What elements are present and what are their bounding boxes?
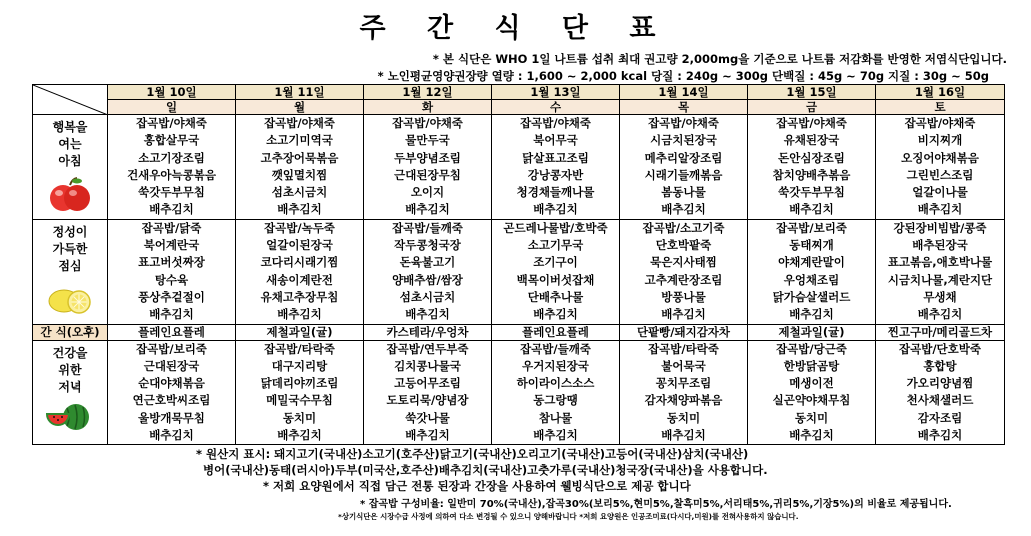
- menu-item: 배추김치: [917, 428, 963, 443]
- page-title: 주 간 식 단 표: [359, 13, 672, 44]
- menu-item: 실곤약야채무침: [772, 393, 851, 408]
- menu-item: 배추김치: [533, 202, 578, 217]
- menu-item: 연근호박씨조림: [132, 393, 211, 408]
- menu-item: 오징어야채볶음: [901, 150, 979, 165]
- menu-item: 배추김치: [277, 428, 322, 443]
- menu-item: 쑥갓두부무침: [778, 185, 845, 200]
- date-cell: 1월 13일: [492, 85, 620, 100]
- menu-item: 청경채들깨나물: [516, 185, 595, 200]
- label-line: 가득한: [52, 241, 88, 256]
- menu-item: 닭살표고조림: [522, 150, 589, 165]
- menu-item: 유채고추장무침: [260, 289, 339, 304]
- menu-item: 돈육불고기: [399, 255, 456, 270]
- menu-item: 돈안심장조림: [778, 150, 845, 165]
- menu-item: 닭데리야끼조림: [260, 376, 339, 391]
- dinner-menu-cell: [364, 340, 492, 445]
- menu-item: 섬초시금치: [399, 289, 456, 304]
- menu-item: 방풍나물: [661, 289, 706, 304]
- menu-item: 배추김치: [149, 428, 194, 443]
- lunch-label: [33, 219, 108, 324]
- menu-item: 동치미: [282, 410, 317, 425]
- menu-item: 무생채: [923, 289, 957, 304]
- snack-row: [33, 324, 1005, 340]
- menu-item: 시래기들깨볶음: [644, 167, 723, 182]
- menu-item: 배추김치: [661, 202, 706, 217]
- menu-item: 감자조림: [917, 410, 963, 425]
- day-cell: 화: [364, 100, 492, 115]
- dinner-menu-cell: [236, 340, 364, 445]
- date-cell: 1월 16일: [876, 85, 1005, 100]
- menu-item: 배추김치: [405, 428, 450, 443]
- menu-item: 동치미: [666, 410, 701, 425]
- menu-item: 근대된장무침: [394, 167, 461, 182]
- menu-item: 배추김치: [917, 307, 963, 322]
- menu-item: 양배추쌈/쌈장: [392, 272, 463, 287]
- menu-item: 배추김치: [149, 202, 194, 217]
- snack-cell: 플레인요플레: [492, 324, 620, 340]
- menu-item: 천사채샐러드: [906, 393, 974, 408]
- origin-note: * 원산지 표시: 돼지고기(국내산)소고기(호주산)닭고기(국내산)오리고기(국내산)고등어(국내산)삼치(국내산): [196, 447, 749, 461]
- menu-item: 시금치된장국: [650, 133, 717, 148]
- menu-item: 메추리알장조림: [644, 150, 723, 165]
- watermelon-icon: [45, 402, 95, 432]
- menu-item: 잡곡밥/보리죽: [136, 341, 207, 356]
- label-line: 아침: [58, 154, 82, 168]
- menu-item: 잡곡밥/연두부죽: [386, 341, 469, 356]
- menu-item: 야채계란말이: [778, 255, 845, 270]
- menu-item: 단배추나물: [527, 289, 584, 304]
- menu-item: 봄동나물: [661, 185, 706, 200]
- menu-item: 잡곡밥/야채죽: [648, 116, 719, 130]
- menu-item: 근대된장국: [143, 358, 200, 373]
- menu-item: 오이지: [410, 185, 445, 200]
- menu-item: 쑥갓두부무침: [138, 185, 205, 200]
- menu-item: 우거지된장국: [522, 358, 589, 373]
- dinner-menu-cell: [108, 340, 236, 445]
- menu-item: 배추김치: [405, 202, 450, 217]
- label-line: 점심: [58, 258, 82, 273]
- menu-item: 가오리양념찜: [906, 376, 974, 391]
- lunch-menu-cell: [492, 219, 620, 324]
- menu-item: 북어무국: [533, 133, 578, 148]
- menu-item: 김치콩나물국: [394, 358, 461, 373]
- breakfast-menu-cell: [108, 115, 236, 220]
- menu-item: 배추김치: [277, 307, 322, 322]
- lemon-icon: [46, 281, 94, 317]
- breakfast-menu-cell: [364, 115, 492, 220]
- menu-item: 배추된장국: [912, 238, 968, 253]
- snack-cell: 카스테라/우엉차: [364, 324, 492, 340]
- sauce-note: * 저희 요양원에서 직접 담근 전통 된장과 간장을 사용하여 웰빙식단으로 제공 합니다: [263, 479, 691, 493]
- breakfast-menu-cell: [748, 115, 876, 220]
- day-cell: 토: [876, 100, 1005, 115]
- menu-item: 섬초시금치: [271, 185, 328, 200]
- menu-item: 잡곡밥/야채죽: [264, 116, 335, 130]
- menu-item: 비지찌개: [917, 133, 963, 148]
- label-line: 행복을: [52, 120, 88, 134]
- menu-item: 소고기무국: [527, 238, 584, 253]
- menu-item: 배추김치: [789, 307, 834, 322]
- menu-item: 잡곡밥/들깨죽: [520, 341, 591, 356]
- snack-cell: 제철과일(귤): [748, 324, 876, 340]
- date-cell: 1월 11일: [236, 85, 364, 100]
- menu-item: 고추장어묵볶음: [260, 150, 339, 165]
- date-cell: 1월 10일: [108, 85, 236, 100]
- menu-item: 얼갈이나물: [912, 185, 968, 200]
- menu-item: 한방닭곰탕: [783, 358, 840, 373]
- dinner-label: [33, 340, 108, 445]
- menu-item: 유채된장국: [783, 133, 840, 148]
- menu-item: 참나물: [538, 410, 573, 425]
- menu-item: 배추김치: [661, 428, 706, 443]
- date-cell: 1월 15일: [748, 85, 876, 100]
- label-line: 위한: [58, 362, 82, 377]
- menu-item: 잡곡밥/야채죽: [136, 116, 207, 130]
- menu-item: 잡곡밥/타락죽: [648, 341, 719, 356]
- lunch-menu-cell: [236, 219, 364, 324]
- origin-note-continued: 병어(국내산)동태(러시아)두부(미국산,호주산)배추김치(국내산)고춧가루(국내산)청국장(국내산)을 사용합니다.: [203, 463, 768, 477]
- menu-item: 잡곡밥/소고기죽: [642, 220, 725, 235]
- menu-item: 묵은지사태찜: [650, 255, 717, 270]
- menu-item: 잡곡밥/당근죽: [776, 341, 847, 356]
- menu-item: 소고기장조림: [138, 150, 205, 165]
- menu-item: 건새우아늑콩볶음: [127, 167, 216, 182]
- day-row: [33, 100, 1005, 115]
- dinner-menu-cell: [876, 340, 1005, 445]
- menu-item: 배추김치: [789, 202, 834, 217]
- menu-item: 시금치나물,계란지단: [887, 272, 993, 287]
- menu-item: 동태찌개: [789, 238, 834, 253]
- menu-item: 강낭콩자반: [527, 167, 584, 182]
- menu-item: 감자채양파볶음: [644, 393, 723, 408]
- dinner-row: [33, 340, 1005, 445]
- menu-item: 잡곡밥/단호박죽: [899, 341, 981, 356]
- day-cell: 일: [108, 100, 236, 115]
- snack-cell: 제철과일(귤): [236, 324, 364, 340]
- menu-item: 물만두국: [405, 133, 450, 148]
- corner-diagonal: [33, 85, 108, 115]
- breakfast-menu-cell: [620, 115, 748, 220]
- disclaimer-note: *상기식단은 시장수급 사정에 의하여 다소 변경될 수 있으니 양해바랍니다 *저희 요양원은 인공조미료(다시다,미원)를 전혀사용하지 않습니다.: [338, 512, 799, 521]
- menu-item: 배추김치: [149, 307, 194, 322]
- nutrition-note: * 노인평균영양권장량 열량 : 1,600 ~ 2,000 kcal 당질 : 240g ~ 300g 단백질 : 45g ~ 70g 지질 : 30g ~ 50g: [377, 69, 989, 83]
- menu-item: 배추김치: [533, 428, 578, 443]
- menu-item: 배추김치: [661, 307, 706, 322]
- menu-item: 잡곡밥/야채죽: [520, 116, 591, 130]
- menu-item: 강된장비빔밥/콩죽: [893, 220, 987, 235]
- label-line: 여는: [58, 137, 82, 151]
- dinner-menu-cell: [492, 340, 620, 445]
- menu-item: 대구지리탕: [271, 358, 328, 373]
- menu-item: 하이라이스소스: [516, 376, 595, 391]
- menu-item: 표고버섯짜장: [138, 255, 205, 270]
- corner-cell: [33, 85, 108, 115]
- day-cell: 목: [620, 100, 748, 115]
- lunch-menu-cell: [108, 219, 236, 324]
- menu-item: 단호박팥죽: [655, 238, 712, 253]
- menu-item: 조기구이: [533, 255, 578, 270]
- menu-item: 닭가슴살샐러드: [772, 289, 851, 304]
- menu-item: 잡곡밥/야채죽: [392, 116, 463, 130]
- menu-item: 작두콩청국장: [394, 238, 461, 253]
- menu-item: 잡곡밥/녹두죽: [264, 220, 335, 235]
- menu-item: 꽁치무조림: [655, 376, 712, 391]
- breakfast-menu-cell: [236, 115, 364, 220]
- menu-item: 표고볶음,애호박나물: [887, 255, 993, 270]
- menu-item: 배추김치: [917, 202, 963, 217]
- menu-item: 곤드레나물밥/호박죽: [503, 220, 608, 235]
- sodium-note: * 본 식단은 WHO 1일 나트륨 섭취 최대 권고량 2,000mg을 기준으로 나트륨 저감화를 반영한 저염식단입니다.: [432, 52, 1007, 66]
- date-cell: 1월 14일: [620, 85, 748, 100]
- dinner-menu-cell: [620, 340, 748, 445]
- menu-item: 동치미: [794, 410, 829, 425]
- menu-item: 깻잎멸치찜: [271, 167, 328, 182]
- grain-ratio-note: * 잡곡밥 구성비율: 일반미 70%(국내산),잡곡30%(보리5%,현미5%,찰흑미5%,서리태5%,귀리5%,기장5%)의 비율로 제공됩니다.: [360, 499, 952, 510]
- menu-item: 배추김치: [277, 202, 322, 217]
- menu-item: 코다리시래기찜: [260, 255, 339, 270]
- menu-item: 메생이전: [789, 376, 834, 391]
- lunch-menu-cell: [876, 219, 1005, 324]
- menu-item: 잡곡밥/닭죽: [141, 220, 202, 235]
- menu-item: 배추김치: [533, 307, 578, 322]
- label-line: 저녁: [58, 379, 82, 394]
- menu-item: 고추계란장조림: [644, 272, 723, 287]
- snack-cell: 찐고구마/메리골드차: [876, 324, 1005, 340]
- menu-item: 그린빈스조림: [906, 167, 974, 182]
- menu-item: 순대야채볶음: [138, 376, 205, 391]
- menu-item: 홍합살무국: [143, 133, 200, 148]
- menu-item: 배추김치: [789, 428, 834, 443]
- date-row: [33, 85, 1005, 100]
- menu-item: 풍상추겉절이: [138, 289, 205, 304]
- weekly-menu-table: [32, 84, 1005, 445]
- snack-cell: 플레인요플레: [108, 324, 236, 340]
- lunch-menu-cell: [748, 219, 876, 324]
- menu-item: 잡곡밥/보리죽: [776, 220, 847, 235]
- menu-item: 참치양배추볶음: [772, 167, 851, 182]
- menu-item: 백목이버섯잡채: [516, 272, 595, 287]
- menu-item: 탕수육: [154, 272, 189, 287]
- menu-item: 새송이계란전: [266, 272, 333, 287]
- day-cell: 수: [492, 100, 620, 115]
- menu-item: 잡곡밥/야채죽: [904, 116, 976, 130]
- breakfast-row: [33, 115, 1005, 220]
- breakfast-menu-cell: [876, 115, 1005, 220]
- dinner-menu-cell: [748, 340, 876, 445]
- breakfast-menu-cell: [492, 115, 620, 220]
- lunch-menu-cell: [364, 219, 492, 324]
- menu-item: 배추김치: [405, 307, 450, 322]
- menu-item: 홍합탕: [923, 358, 957, 373]
- snack-cell: 단팥빵/돼지감자차: [620, 324, 748, 340]
- day-cell: 월: [236, 100, 364, 115]
- menu-item: 동그랑땡: [533, 393, 578, 408]
- menu-item: 잡곡밥/야채죽: [776, 116, 847, 130]
- lunch-row: [33, 219, 1005, 324]
- date-cell: 1월 12일: [364, 85, 492, 100]
- menu-item: 고등어무조림: [394, 376, 461, 391]
- apple-icon: [46, 176, 94, 214]
- menu-item: 잡곡밥/타락죽: [264, 341, 335, 356]
- menu-item: 불어묵국: [661, 358, 706, 373]
- menu-item: 잡곡밥/들깨죽: [392, 220, 463, 235]
- menu-item: 쑥갓나물: [405, 410, 450, 425]
- label-line: 건강을: [52, 345, 88, 360]
- menu-item: 우엉채조림: [783, 272, 840, 287]
- menu-item: 북어계란국: [143, 238, 200, 253]
- menu-item: 얼갈이된장국: [266, 238, 333, 253]
- menu-item: 두부양념조림: [394, 150, 461, 165]
- label-line: 정성이: [52, 224, 88, 239]
- lunch-menu-cell: [620, 219, 748, 324]
- menu-item: 소고기미역국: [266, 133, 333, 148]
- day-cell: 금: [748, 100, 876, 115]
- menu-item: 울방개묵무침: [138, 410, 205, 425]
- menu-item: 메밀국수무침: [266, 393, 333, 408]
- snack-label: 간 식(오후): [33, 324, 108, 340]
- breakfast-label: [33, 115, 108, 220]
- menu-item: 도토리묵/양념장: [386, 393, 469, 408]
